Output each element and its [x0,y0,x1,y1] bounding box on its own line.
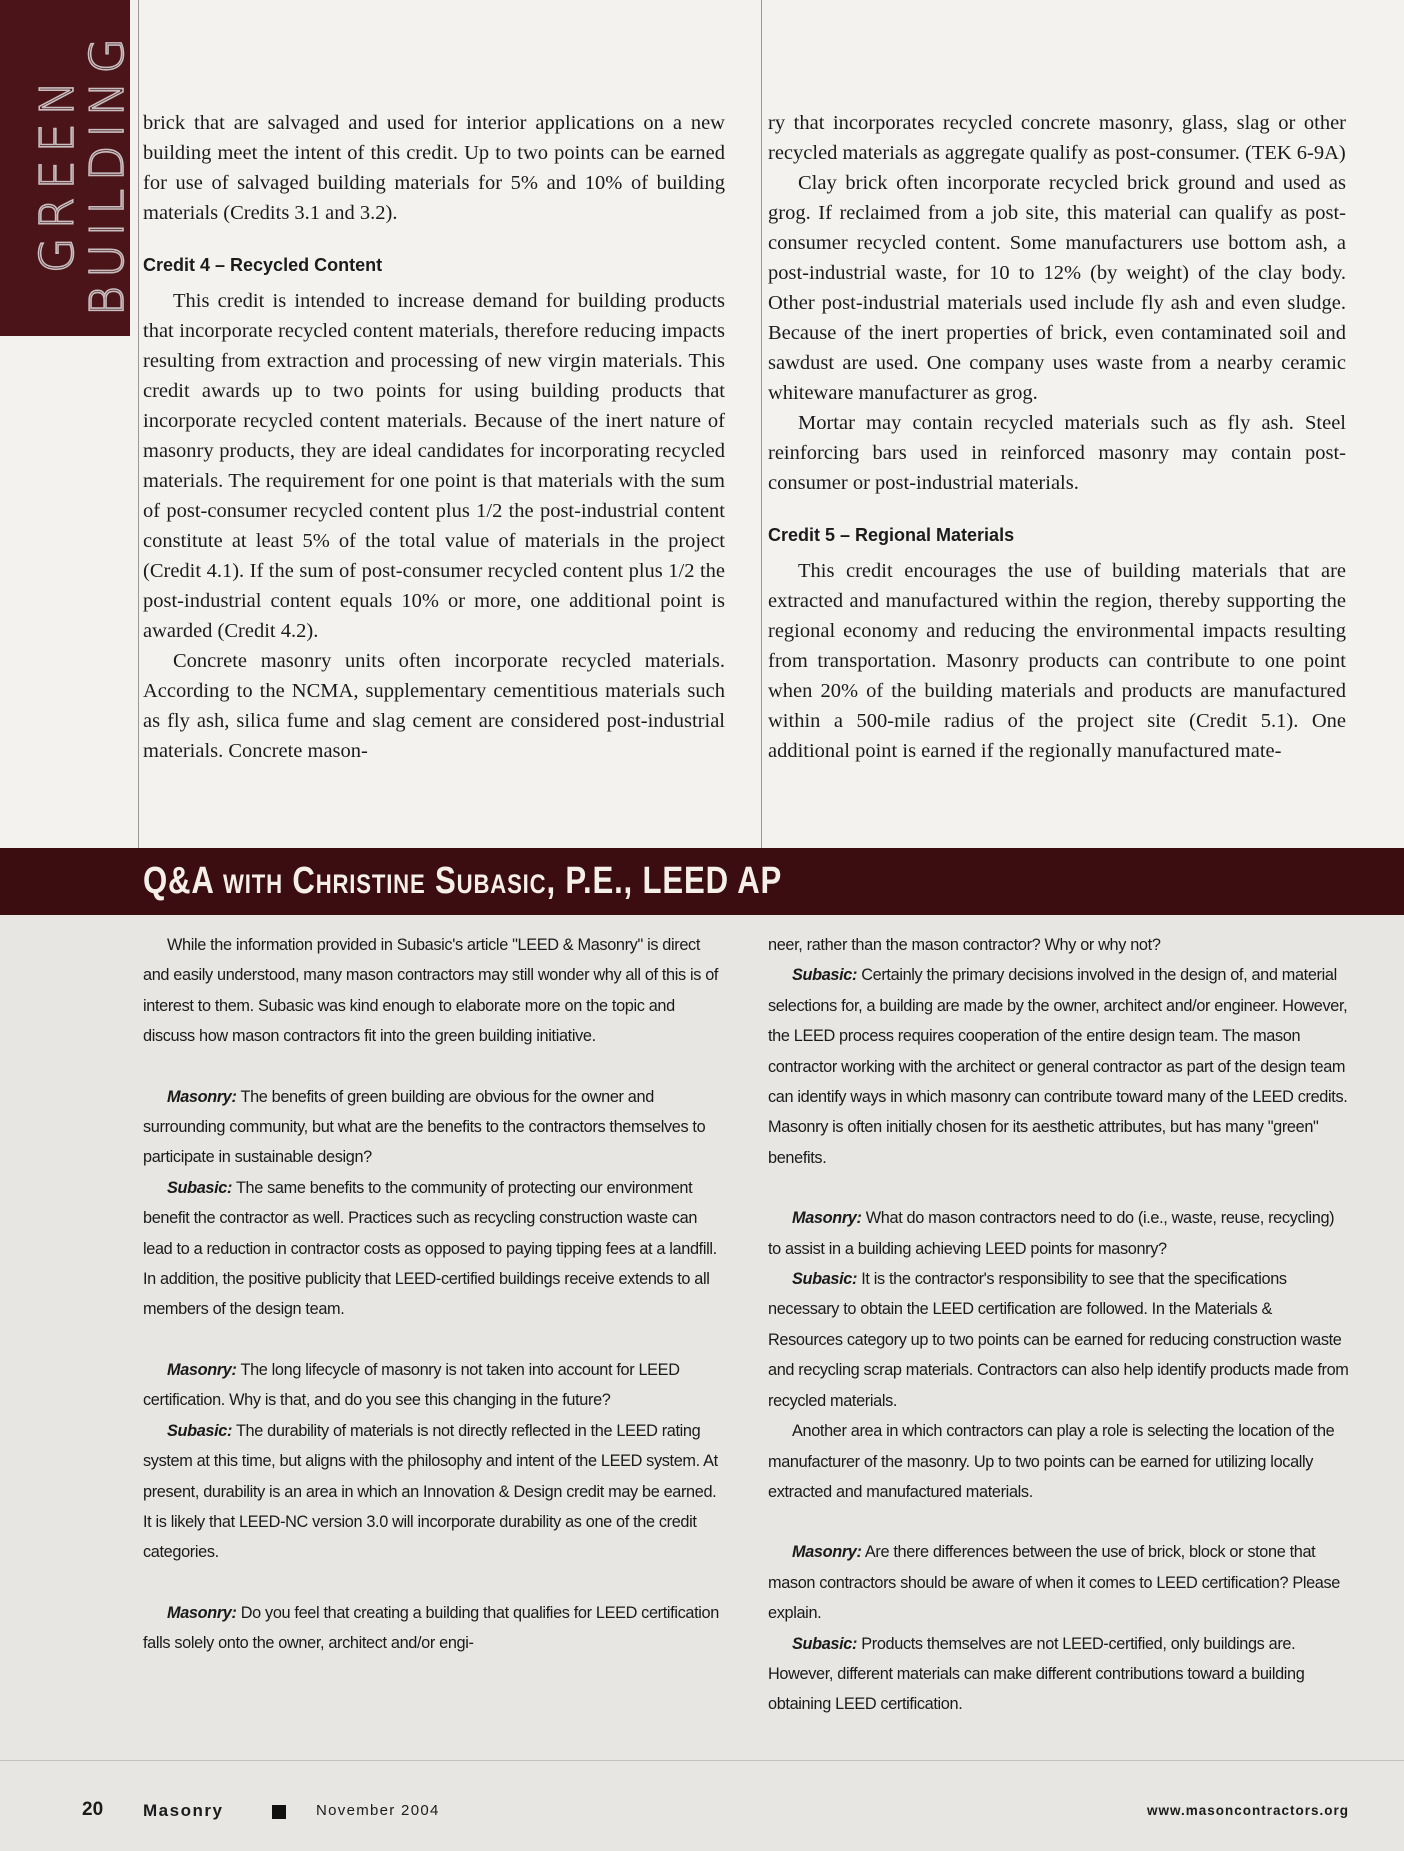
credit5-heading: Credit 5 – Regional Materials [768,525,1015,545]
question-text: What do mason contractors need to do (i.e., waste, reuse, recycling) to assist in a building achieving LEED points for masonry? [768,1209,1335,1258]
issue-date: November 2004 [316,1802,440,1819]
question-text: Are there differences between the use of brick, block or stone that mason contractors should be aware of when it comes to LEED certification? Please explain. [768,1543,1340,1623]
black-square-icon [272,1805,286,1819]
qa-column-2 [768,930,1350,1720]
article-column-1 [143,108,725,766]
magazine-name: Masonry [143,1801,224,1820]
qa-question-3 [143,1598,725,1659]
qa-question-1 [143,1082,725,1173]
qa-answer-4 [768,1264,1350,1416]
qa-answer-5 [768,1629,1350,1720]
question-text: The long lifecycle of masonry is not taken into account for LEED certification. Why is that, and do you see this changing in the future? [143,1360,680,1410]
page-number: 20 [82,1799,104,1820]
credit4-paragraph-1: This credit is intended to increase demand for building products that incorporate recycled content materials, therefore reducing impacts resulting from extraction and processing of new virgin materials. This credit awards up to two points for using building products that incorporate recycled content materials. Because of the inert nature of masonry products, they are ideal candidates for incorporating recycled materials. The requirement for one point is that materials with the sum of post-consumer recycled content plus 1/2 the post-industrial content constitute at least 5% of the total value of materials in the project (Credit 4.1). If the sum of post-consumer recycled content plus 1/2 the post-industrial content equals 10% or more, one additional point is awarded (Credit 4.2). [143,290,725,642]
credit4-heading: Credit 4 – Recycled Content [143,255,383,275]
speaker-label: Subasic: [167,1178,233,1197]
answer-text: Products themselves are not LEED-certified, only buildings are. However, different materials can make different contributions toward a building obtaining LEED certification. [768,1634,1305,1714]
qa-answer-4-cont: Another area in which contractors can play a role is selecting the location of the manufacturer of the masonry. Up to two points can be earned for utilizing locally extracted and manufactured materials. [768,1422,1335,1501]
speaker-label: Subasic: [792,1270,858,1289]
qa-banner-title [143,857,782,905]
section-tab-line2: BUILDING [80,29,134,317]
section-tab-line1: GREEN [30,72,84,274]
question-text: Do you feel that creating a building that qualifies for LEED certification falls solely onto the owner, architect and/or engi- [143,1603,719,1653]
speaker-label: Subasic: [167,1421,233,1440]
section-tab [0,0,134,336]
qa-answer-3 [768,960,1350,1173]
column-rule-left [138,0,139,848]
col1-intro: brick that are salvaged and used for interior applications on a new building meet the intent of this credit. Up to two points can be earned for use of salvaged building materials for 5% and 10% of building materials (Credits 3.1 and 3.2). [143,112,725,224]
speaker-label: Masonry: [167,1603,237,1622]
question-text: The benefits of green building are obvious for the owner and surrounding community, but what are the benefits to the contractors themselves to participate in sustainable design? [143,1087,706,1167]
qa-question-2 [143,1355,725,1416]
footer-rule [0,1760,1404,1761]
qa-answer-2 [143,1416,725,1568]
qa-column-1 [143,930,725,1659]
answer-text: The durability of materials is not directly reflected in the LEED rating system at this time, but aligns with the philosophy and intent of the LEED system. At present, durability is an area in which an Innovation & Design credit may be earned. It is likely that LEED-NC version 3.0 will incorporate durability as one of the credit categories. [143,1421,718,1562]
speaker-label: Masonry: [792,1543,862,1562]
qa-question-5 [768,1537,1350,1628]
qa-intro: While the information provided in Subasic's article "LEED & Masonry" is direct and easily understood, many mason contractors may still wonder why all of this is of interest to them. Subasic was kind enough to elaborate more on the topic and discuss how mason contractors fit into the green building initiative. [143,936,719,1046]
speaker-label: Masonry: [167,1360,237,1379]
answer-text: The same benefits to the community of protecting our environment benefit the contractor as well. Practices such as recycling construction waste can lead to a reduction in contractor costs as opposed to paying tipping fees at a landfill. In addition, the positive publicity that LEED-certified buildings receive extends to all members of the design team. [143,1178,717,1319]
banner-title-b: with [223,860,283,902]
col2-paragraph-3: Mortar may contain recycled materials such as fly ash. Steel reinforcing bars used in reinforced masonry may contain post-consumer or post-industrial materials. [768,412,1346,494]
qa-answer-1 [143,1173,725,1325]
answer-text: It is the contractor's responsibility to see that the specifications necessary to obtain the LEED certification are followed. In the Materials & Resources category up to two points can be earned for reducing construction waste and recycling scrap materials. Contractors can also help identify products made from recycled materials. [768,1270,1349,1410]
column-rule-middle [761,0,762,848]
credit5-paragraph-1: This credit encourages the use of building materials that are extracted and manufactured within the region, thereby supporting the regional economy and reducing the environmental impacts resulting from transportation. Masonry products can contribute to one point when 20% of the building materials and products are manufactured within a 500-mile radius of the project site (Credit 5.1). One additional point is earned if the regionally manufactured mate- [768,560,1346,762]
speaker-label: Subasic: [792,1634,858,1653]
website-url: www.masoncontractors.org [1146,1803,1349,1818]
qa-question-3-cont: neer, rather than the mason contractor? Why or why not? [768,936,1161,954]
col2-paragraph-2: Clay brick often incorporate recycled brick ground and used as grog. If reclaimed from a job site, this material can qualify as post-consumer recycled content. Some manufacturers use bottom ash, a post-industrial waste, for 10 to 12% (by weight) of the clay body. Other post-industrial materials used include fly ash and even sludge. Because of the inert properties of brick, even contaminated soil and sawdust are used. One company uses waste from a nearby ceramic whiteware manufacturer as grog. [768,172,1346,404]
credit4-paragraph-2: Concrete masonry units often incorporate recycled materials. According to the NCMA, supplementary cementitious materials such as fly ash, silica fume and slag cement are considered post-industrial materials. Concrete mason- [143,650,725,762]
answer-text: Certainly the primary decisions involved in the design of, and material selections for, a building are made by the owner, architect and/or engineer. However, the LEED process requires cooperation of the entire design team. The mason contractor working with the architect or general contractor as part of the design team can identify ways in which masonry can contribute toward many of the LEED credits. Masonry is often initially chosen for its aesthetic attributes, but has many "green" benefits. [768,966,1348,1167]
col2-intro: ry that incorporates recycled concrete masonry, glass, slag or other recycled materials as aggregate qualify as post-consumer. (TEK 6-9A) [768,112,1346,164]
speaker-label: Masonry: [167,1087,237,1106]
qa-banner [0,848,1404,915]
banner-title-a: Q&A [143,860,214,902]
qa-question-4 [768,1203,1350,1264]
banner-title-c: Christine Subasic, P.E., LEED AP [292,860,783,902]
speaker-label: Masonry: [792,1209,862,1228]
speaker-label: Subasic: [792,966,858,985]
article-column-2 [768,108,1346,766]
